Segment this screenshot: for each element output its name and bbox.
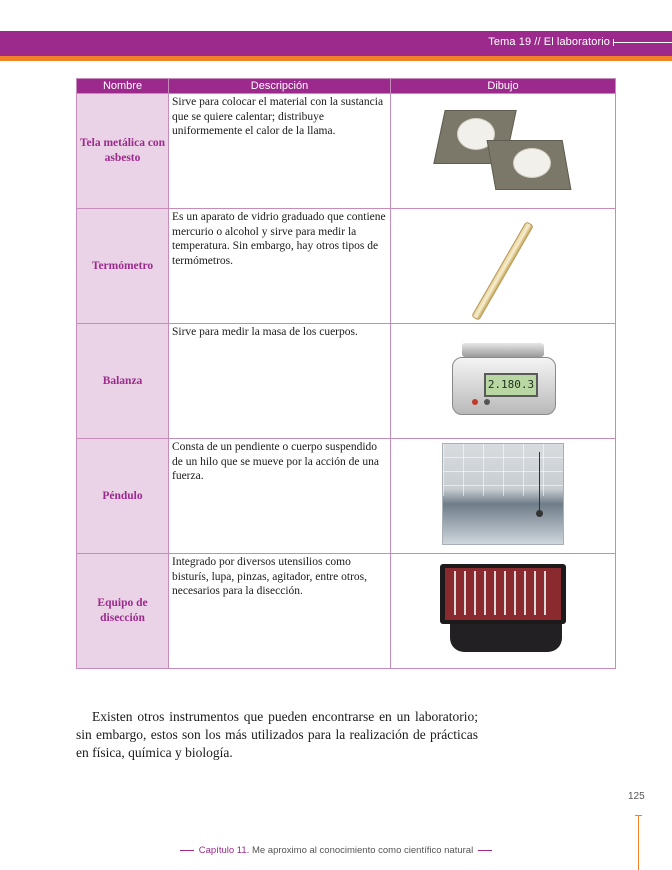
footer-rule-right [478, 850, 492, 851]
footer-rule-left [180, 850, 194, 851]
header-rule-tick [613, 39, 614, 46]
section-title: Tema 19 // El laboratorio [488, 36, 610, 48]
instrument-name: Equipo de disección [77, 554, 169, 669]
header-rule [613, 42, 672, 43]
thermometer-image [458, 214, 548, 314]
table-row [77, 439, 616, 554]
instrument-name: Tela metálica con asbesto [77, 94, 169, 209]
instrument-description: Consta de un pendiente o cuerpo suspendido de un hilo que se mueve por la acción de una fuerza. [169, 439, 391, 554]
table-row [77, 209, 616, 324]
page-number: 125 [628, 791, 645, 802]
instrument-name: Termómetro [77, 209, 169, 324]
instrument-name: Balanza [77, 324, 169, 439]
table-header-row [77, 79, 616, 94]
instruments-table [76, 78, 616, 669]
instrument-description: Sirve para medir la masa de los cuerpos. [169, 324, 391, 439]
dissection-kit-image [440, 564, 566, 654]
header-orange-stripe [0, 56, 672, 61]
column-header-dibujo: Dibujo [391, 79, 616, 94]
wire-gauze-image [433, 106, 573, 191]
instrument-description: Es un aparato de vidrio graduado que contiene mercurio o alcohol y sirve para medir la temperatura. Sin embargo, hay otros tipos de termómetros. [169, 209, 391, 324]
table-row [77, 94, 616, 209]
column-header-descripcion: Descripción [169, 79, 391, 94]
footer-chapter: Capítulo 11. [198, 845, 250, 856]
instrument-drawing-cell [391, 439, 616, 554]
table-row [77, 554, 616, 669]
column-header-nombre: Nombre [77, 79, 169, 94]
digital-scale-image [450, 339, 556, 419]
instrument-drawing-cell [391, 94, 616, 209]
instrument-name: Péndulo [77, 439, 169, 554]
instrument-description: Sirve para colocar el material con la sustancia que se quiere calentar; distribuye uniformemente el calor de la llama. [169, 94, 391, 209]
closing-paragraph: Existen otros instrumentos que pueden encontrarse en un laboratorio; sin embargo, estos son los más utilizados para la realización de prácticas en física, química y biología. [76, 708, 478, 760]
pendulum-image [442, 443, 564, 545]
instrument-drawing-cell [391, 324, 616, 439]
instrument-drawing-cell [391, 209, 616, 324]
page-side-rule [638, 815, 639, 870]
footer-title: Me aproximo al conocimiento como científico natural [251, 845, 474, 856]
instrument-drawing-cell [391, 554, 616, 669]
table-row [77, 324, 616, 439]
scale-display: 2.180.3 [484, 373, 538, 397]
footer [0, 845, 672, 856]
instrument-description: Integrado por diversos utensilios como bisturís, lupa, pinzas, agitador, entre otros, necesarios para la disección. [169, 554, 391, 669]
